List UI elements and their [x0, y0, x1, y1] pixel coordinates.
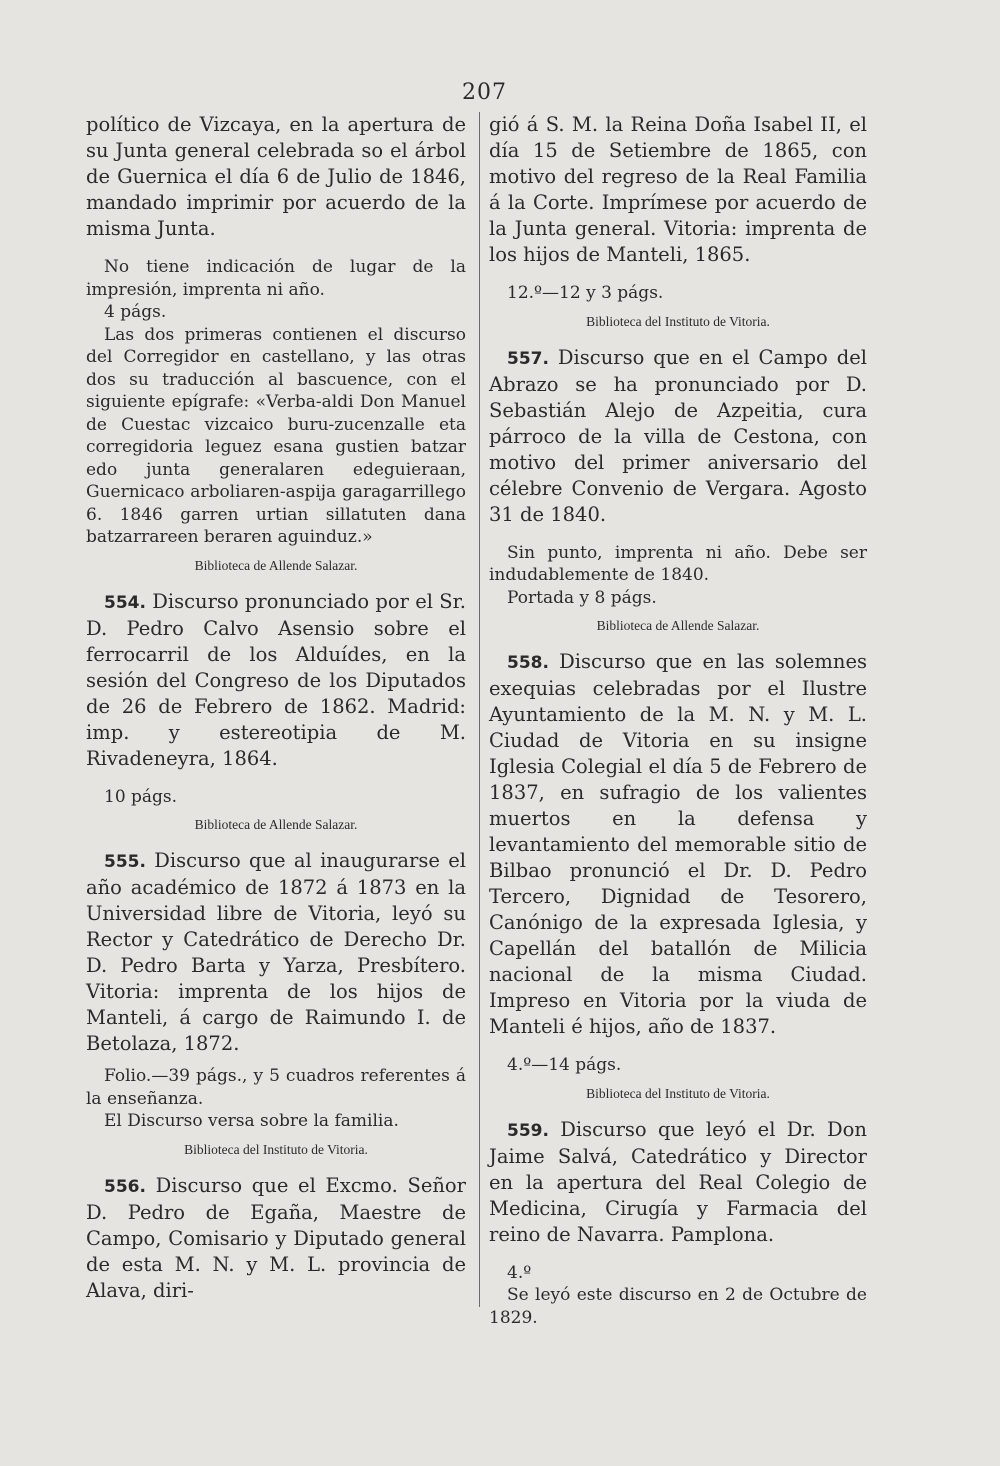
- right-column: [489, 112, 867, 1329]
- left-column: [86, 112, 466, 1304]
- entry-text: Discurso que leyó el Dr. Don Jaime Salvá, Catedrático y Director en la apertura del Real Colegio de Medicina, Cirugía y Farmacia del reino de Navarra. Pamplona.: [489, 1117, 867, 1246]
- entry-note: 10 págs.: [104, 786, 178, 807]
- entry-556: [86, 1173, 466, 1304]
- entry-number: 559.: [507, 1120, 549, 1141]
- entry-note: 12.º—12 y 3 págs.: [507, 283, 664, 303]
- entry-note: 4 págs.: [104, 302, 167, 322]
- library-location: Biblioteca de Allende Salazar.: [194, 817, 358, 832]
- entry-text: Discurso pronunciado por el Sr. D. Pedro Calvo Asensio sobre el ferrocarril de los Alduídes, en la sesión del Congreso de los Diputados de 26 de Febrero de 1862. Madrid: imp. y estereotipia de M. Rivadeneyra, 1864.: [86, 589, 466, 770]
- entry-text: Discurso que el Excmo. Señor D. Pedro de Egaña, Maestre de Campo, Comisario y Diputado general de esta M. N. y M. L. provincia de Alava, diri-: [86, 1173, 466, 1302]
- entry-note: 4.º: [507, 1262, 532, 1283]
- entry-number: 558.: [507, 653, 549, 673]
- entry-note: Sin punto, imprenta ni año. Debe ser indudablemente de 1840.: [489, 542, 867, 585]
- library-location: Biblioteca del Instituto de Vitoria.: [586, 313, 770, 329]
- entry-number: 556.: [104, 1176, 146, 1197]
- entry-number: 557.: [507, 348, 549, 369]
- entry-number: 555.: [104, 852, 146, 872]
- continued-entry-text: gió á S. M. la Reina Doña Isabel II, el día 15 de Setiembre de 1865, con motivo del regreso de la Real Familia á la Corte. Imprímese por acuerdo de la Junta general. Vitoria: imprenta de los hijos de Manteli, 1865.: [489, 113, 867, 266]
- entry-558: [489, 649, 867, 1040]
- continued-entry-text: político de Vizcaya, en la apertura de su Junta general celebrada so el árbol de Guernica el día 6 de Julio de 1846, mandado imprimir por acuerdo de la misma Junta.: [86, 113, 466, 240]
- entry-555: [86, 848, 466, 1057]
- entry-number: 554.: [104, 592, 146, 613]
- page-number: 207: [462, 80, 507, 105]
- column-divider: [479, 112, 480, 1307]
- entry-554: [86, 589, 466, 772]
- library-location: Biblioteca de Allende Salazar.: [194, 557, 358, 573]
- entry-note: Folio.—39 págs., y 5 cuadros referentes á la enseñanza.: [86, 1066, 466, 1109]
- entry-note: 4.º—14 págs.: [507, 1055, 622, 1075]
- library-location: Biblioteca del Instituto de Vitoria.: [184, 1141, 368, 1157]
- library-location: Biblioteca de Allende Salazar.: [596, 618, 760, 633]
- entry-text: Discurso que en las solemnes exequias celebradas por el Ilustre Ayuntamiento de la M. N. y M. L. Ciudad de Vitoria en su insigne Iglesia Colegial el día 5 de Febrero de 1837, en sufragio de los valientes muertos en la defensa y levantamiento del memorable sitio de Bilbao pronunció el Dr. D. Pedro Tercero, Dignidad de Tesorero, Canónigo de la expresada Iglesia, y Capellán del batallón de Milicia nacional de la misma Ciudad. Impreso en Vitoria por la viuda de Manteli é hijos, año de 1837.: [489, 650, 867, 1038]
- entry-559: [489, 1117, 867, 1248]
- entry-note: No tiene indicación de lugar de la impresión, imprenta ni año.: [86, 257, 466, 300]
- library-location: Biblioteca del Instituto de Vitoria.: [586, 1085, 770, 1101]
- entry-note: Las dos primeras contienen el discurso del Corregidor en castellano, y las otras dos su traducción al bascuence, con el siguiente epígrafe: «Verba-aldi Don Manuel de Cuestac vizcaico buru-zucenzalle eta corregidoria leguez esana gustien batzar edo junta generalaren edeguieraan, Guernicaco arboliaren-aspija garagarrillego 6. 1846 garren urtian sillatuten dana batzarrareen beraren aguinduz.»: [86, 324, 466, 547]
- entry-557: [489, 345, 867, 528]
- entry-text: Discurso que al inaugurarse el año académico de 1872 á 1873 en la Universidad libre de Vitoria, leyó su Rector y Catedrático de Derecho Dr. D. Pedro Barta y Yarza, Presbítero. Vitoria: imprenta de los hijos de Manteli, á cargo de Raimundo I. de Betolaza, 1872.: [86, 849, 466, 1055]
- entry-note: Portada y 8 págs.: [507, 587, 657, 608]
- entry-text: Discurso que en el Campo del Abrazo se ha pronunciado por D. Sebastián Alejo de Azpeitia, cura párroco de la villa de Cestona, con motivo del primer aniversario del célebre Convenio de Vergara. Agosto 31 de 1840.: [489, 345, 867, 526]
- entry-note: El Discurso versa sobre la familia.: [104, 1111, 399, 1131]
- entry-note: Se leyó este discurso en 2 de Octubre de 1829.: [489, 1285, 867, 1328]
